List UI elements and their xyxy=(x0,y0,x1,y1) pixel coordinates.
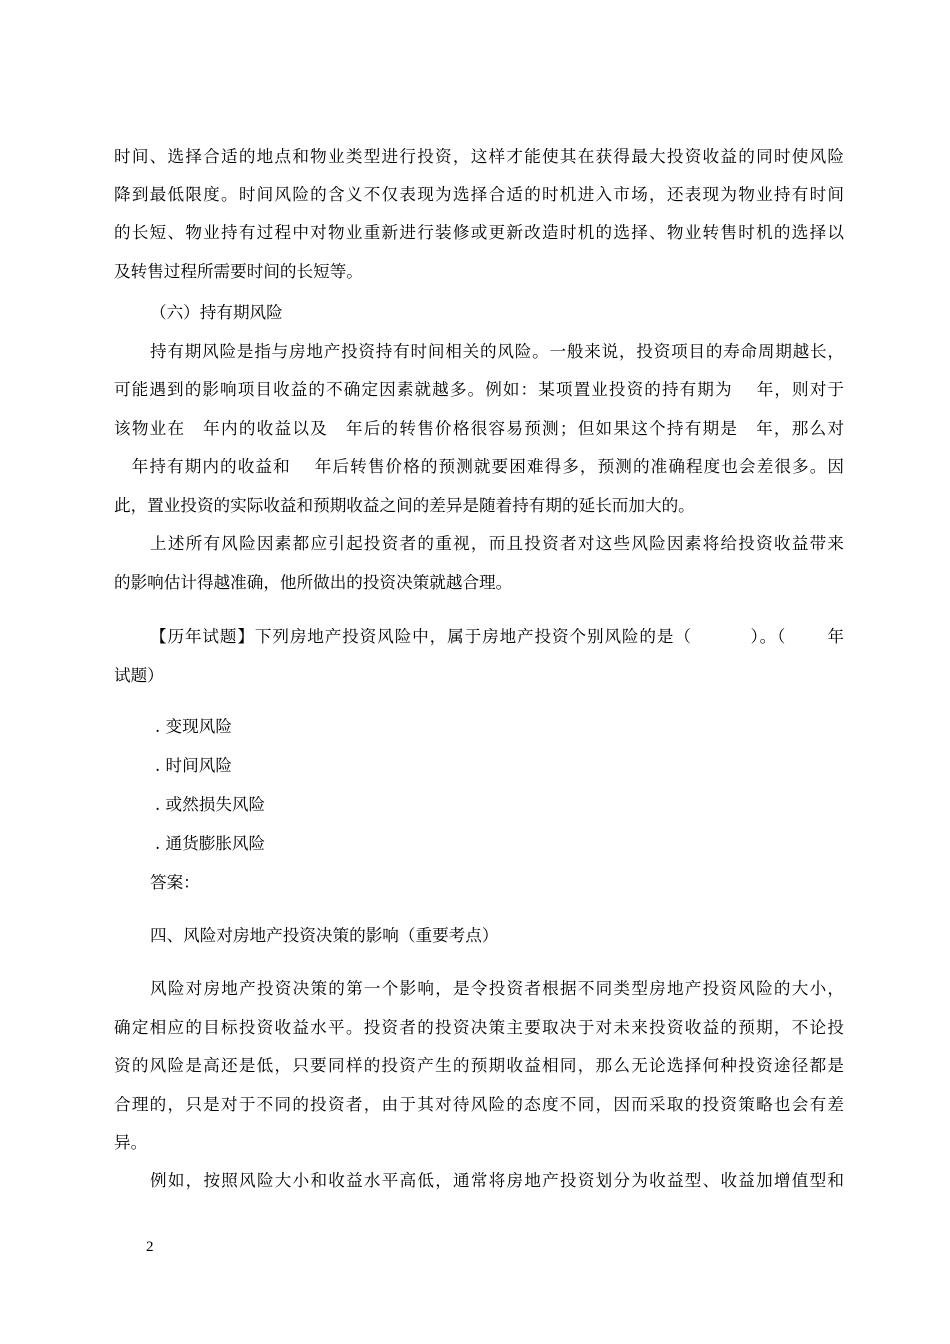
text-line: 异。 xyxy=(114,1133,148,1152)
text-line: 降到最低限度。时间风险的含义不仅表现为选择合适的时机进入市场，还表现为物业持有时间 xyxy=(114,185,844,204)
option-c: . 或然损失风险 xyxy=(155,795,266,814)
text-line: 持有期风险是指与房地产投资持有时间相关的风险。一般来说，投资项目的寿命周期越长， xyxy=(150,342,844,361)
text-line: 的影响估计得越准确，他所做出的投资决策就越合理。 xyxy=(114,573,513,592)
section-heading: 四、风险对房地产投资决策的影响（重要考点） xyxy=(150,926,499,945)
answer-label: 答案： xyxy=(150,873,200,892)
option-b: . 时间风险 xyxy=(155,756,232,775)
text-line: 可能遇到的影响项目收益的不确定因素就越多。例如：某项置业投资的持有期为 年，则对于 xyxy=(114,380,844,399)
text-line: 上述所有风险因素都应引起投资者的重视，而且投资者对这些风险因素将给投资收益带来 xyxy=(150,534,844,553)
text-line: 年持有期内的收益和 年后转售价格的预测就要困难得多，预测的准确程度也会差很多。因 xyxy=(114,457,844,476)
text-line: 的长短、物业持有过程中对物业重新进行装修或更新改造时机的选择、物业转售时机的选择以 xyxy=(114,223,844,242)
page-number: 2 xyxy=(146,1239,154,1255)
option-d: . 通货膨胀风险 xyxy=(155,834,266,853)
text-line: 风险对房地产投资决策的第一个影响，是令投资者根据不同类型房地产投资风险的大小， xyxy=(150,979,844,998)
option-a: . 变现风险 xyxy=(155,717,232,736)
text-line: 时间、选择合适的地点和物业类型进行投资，这样才能使其在获得最大投资收益的同时使风险 xyxy=(114,147,844,166)
text-line: 及转售过程所需要时间的长短等。 xyxy=(114,262,363,281)
text-line: 此，置业投资的实际收益和预期收益之间的差异是随着持有期的延长而加大的。 xyxy=(114,496,695,515)
text-line: 合理的，只是对于不同的投资者，由于其对待风险的态度不同，因而采取的投资策略也会有差 xyxy=(114,1095,844,1114)
exam-question-text: 试题） xyxy=(114,666,164,685)
section-heading: （六）持有期风险 xyxy=(150,303,283,322)
text-line: 该物业在 年内的收益以及 年后的转售价格很容易预测；但如果这个持有期是 年，那么对 xyxy=(114,419,844,438)
text-line: 资的风险是高还是低，只要同样的投资产生的预期收益相同，那么无论选择何种投资途径都是 xyxy=(114,1056,844,1075)
exam-question-text: 【历年试题】下列房地产投资风险中，属于房地产投资个别风险的是（ ）。（ 年 xyxy=(150,627,844,646)
text-line: 确定相应的目标投资收益水平。投资者的投资决策主要取决于对未来投资收益的预期，不论投 xyxy=(114,1018,844,1037)
text-line: 例如，按照风险大小和收益水平高低，通常将房地产投资划分为收益型、收益加增值型和 xyxy=(150,1171,844,1190)
